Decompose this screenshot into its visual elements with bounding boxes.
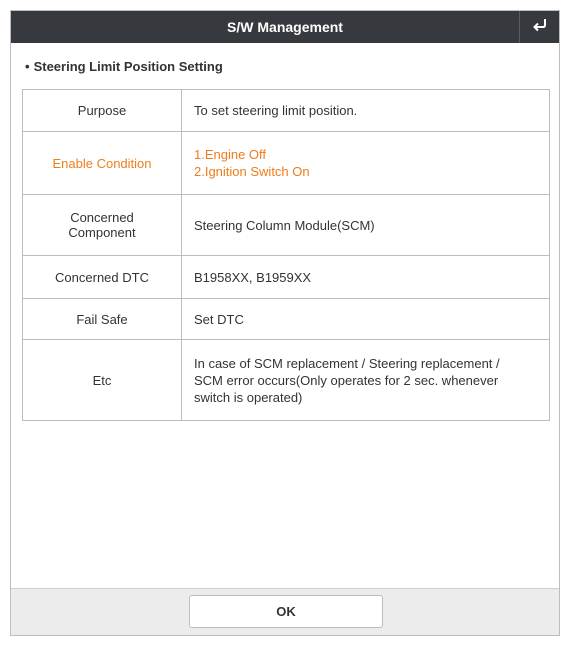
sw-management-dialog [10,10,560,636]
dialog-title: S/W Management [227,19,343,35]
bullet: • [25,59,30,74]
title-bar [11,11,559,43]
return-arrow-icon [532,18,548,37]
row-value-concerned-component: Steering Column Module(SCM) [182,195,550,256]
table-row [23,299,550,340]
row-label-purpose: Purpose [23,90,182,132]
row-value-purpose: To set steering limit position. [182,90,550,132]
etc-line-3: switch is operated) [194,389,303,405]
table-row [23,256,550,299]
table-row [23,132,550,195]
row-label-concerned-dtc: Concerned DTC [23,256,182,299]
row-value-etc [182,340,550,421]
concerned-component-label-line-2: Component [68,225,136,240]
info-table [22,89,550,421]
section-heading-text: Steering Limit Position Setting [33,59,223,74]
row-value-concerned-dtc: B1958XX, B1959XX [182,256,550,299]
etc-line-1: In case of SCM replacement / Steering replacement / [194,355,500,371]
back-button[interactable] [519,11,559,43]
table-row [23,340,550,421]
row-value-fail-safe: Set DTC [182,299,550,340]
etc-line-2: SCM error occurs(Only operates for 2 sec. whenever [194,372,499,388]
section-heading [25,59,223,74]
table-row [23,90,550,132]
concerned-component-label-line-1: Concerned [70,210,134,225]
row-label-etc: Etc [23,340,182,421]
row-value-enable-condition [182,132,550,195]
row-label-concerned-component [23,195,182,256]
enable-condition-line-2: 2.Ignition Switch On [194,164,310,179]
ok-button[interactable]: OK [189,595,383,628]
table-row [23,195,550,256]
row-label-fail-safe: Fail Safe [23,299,182,340]
row-label-enable-condition: Enable Condition [23,132,182,195]
enable-condition-line-1: 1.Engine Off [194,147,267,162]
dialog-footer [11,588,559,635]
